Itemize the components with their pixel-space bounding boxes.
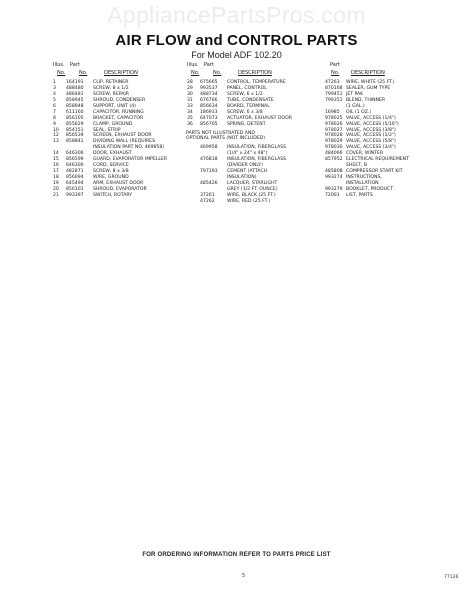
part-number: 47262 [200,198,215,204]
part-description: CLIP, RETAINER [93,80,129,85]
part-description: WIRE, WHITE (25 FT.) [346,80,395,85]
illus-number: 21 [53,192,59,198]
illus-number: 19 [53,180,59,186]
part-number: 485808 [325,169,343,175]
part-number: 856105 [66,115,84,121]
part-number: 856101 [66,186,84,192]
part-number: 978026 [325,121,343,127]
part-no-header: No. [331,70,340,76]
part-number: 978028 [325,133,343,139]
illus-number: 30 [187,91,193,97]
note-line: PARTS NOT ILLUSTRATED AND [186,130,255,136]
part-description: BOOKLET, PRODUCT [346,186,393,192]
part-number: 645494 [66,180,84,186]
part-description: JET PAK [346,91,364,97]
part-description: ARM, EXHAUST DOOR [93,180,144,186]
part-description: SCREW, 6 x 1/2 [227,91,263,97]
part-number: 856539 [66,133,84,139]
part-description: WIRE, BLACK (25 FT.) [227,192,276,198]
part-description: PANEL, CONTROL [227,85,267,91]
part-number: 676766 [200,97,218,103]
illus-number: 4 [53,91,56,97]
part-description: BRACKET, CAPACITOR [93,115,144,121]
illus-number: 18 [53,175,59,180]
page-number: 5 [242,573,246,579]
illus-number: 33 [187,103,193,109]
part-description: (DIVIDER ONLY) [227,163,263,169]
part-number: 72001 [325,192,340,198]
part-description: SCREW, 6 x 3/8 [227,109,263,115]
illus-number: 9 [53,121,56,127]
illus-number: 12 [53,133,59,139]
part-number: 856599 [66,157,84,163]
illus-number: 29 [187,85,193,91]
table-row [186,199,316,205]
illus-number: 31 [187,97,193,103]
part-number: 469958 [200,145,218,151]
part-number: 855629 [66,121,84,127]
illus-number: 13 [53,139,59,145]
part-number: 978029 [325,139,343,145]
part-number: 485426 [200,181,218,187]
table-row [325,193,455,199]
part-description: DIVIDING WALL (REQUIRES [93,139,155,145]
part-label: Part [330,62,340,68]
illus-number: 17 [53,169,59,175]
illus-number: 28 [187,80,193,85]
part-description: INSULATION) [227,175,257,181]
part-number: 993274 [325,175,343,180]
part-description: SHEET, B [346,163,368,169]
illus-number: 36 [187,121,193,127]
illus-number: 1 [53,80,56,85]
part-number: 611160 [66,109,84,115]
part-description: VALVE, ACCESS (5/16") [346,121,399,127]
note-line: OPTIONAL PARTS (NOT INCLUDED) [186,136,265,142]
part-number: 488480 [66,85,84,91]
illus-number: 7 [53,109,56,115]
part-description: (1 GAL.) [346,103,365,109]
part-description: (1/4" x 24" x 48") [227,151,268,157]
illus-number: 6 [53,103,56,109]
part-description: COVER, WINTER [346,151,384,157]
illus-no-header: No. [57,70,66,76]
part-description: BOARD, TERMINAL [227,103,270,109]
illus-label: Illus. [53,62,65,68]
part-number: 646306 [66,151,84,157]
part-number: 164191 [66,80,84,85]
parts-list-not-illustrated [186,145,316,204]
part-description: GREY (1/2 FT. OUNCE) [227,186,278,192]
part-description: SEAL, STRIP [93,127,121,133]
part-description: SCREW, 8 x 3/8 [93,169,129,175]
part-number: 857952 [325,157,343,163]
part-description: WIRE, GROUND [93,175,129,180]
part-number: 647073 [200,115,218,121]
table-row [52,193,182,199]
illus-number: 16 [53,163,59,169]
part-description: DOOR, EXHAUST [93,151,132,157]
page-subtitle: For Model ADF 102.20 [191,50,282,60]
part-number: 870168 [325,85,343,91]
part-number: 186913 [200,109,218,115]
part-description: WIRE, RED (25 FT.) [227,198,271,204]
part-number: 484066 [325,151,343,157]
part-number: 646300 [66,163,84,169]
part-description: SHROUD, CONDENSER [93,97,146,103]
part-number: 47263 [325,80,340,85]
part-number: 978030 [325,145,343,151]
part-description: INSTALLATION [346,180,379,186]
part-description: GUARD, EVAPORATOR IMPELLER [93,157,168,163]
part-description: CEMENT (ATTACH [227,169,268,175]
description-header: DESCRIPTION [104,70,138,76]
part-number: 16985 [325,109,340,115]
part-description: SCREW, REPAIR [93,91,129,97]
part-description: LACQUER, STARLIGHT [227,181,278,187]
part-description: INSULATION, FIBERGLASS [227,157,287,163]
parts-column-1 [52,60,182,199]
part-number: 858841 [66,139,84,145]
part-description: SWITCH, ROTARY [93,192,133,198]
part-number: 799351 [325,97,343,103]
column-header [52,60,182,80]
part-number: 799451 [325,91,343,97]
illus-number: 8 [53,115,56,121]
part-number: 854151 [66,127,84,133]
part-no-header: No. [79,70,88,76]
part-description: SCREEN, EXHAUST DOOR [93,133,152,139]
part-number: 486481 [66,91,84,97]
part-description: SCREW, 8 x 1/2 [93,85,129,91]
illus-number: 34 [187,109,193,115]
part-description: SPRING, DETENT [227,121,266,127]
part-description: ACTUATOR, EXHAUST DOOR [227,115,292,121]
part-description: COMPRESSOR START KIT [346,169,403,175]
document-code: 77126 [444,575,459,580]
part-description: SEALER, GUM TYPE [346,85,391,91]
ordering-footer: FOR ORDERING INFORMATION REFER TO PARTS PRICE LIST [142,552,331,558]
part-number: 993397 [66,192,84,198]
watermark: AppliancePartsPros.com [107,2,366,28]
illus-number: 35 [187,115,193,121]
part-number: 675665 [200,80,218,85]
part-description: ELECTRICAL REQUIREMENT [346,157,409,163]
illus-number: 10 [53,127,59,133]
illus-label: Illus. [187,62,199,68]
description-header: DESCRIPTION [351,70,385,76]
parts-column-3 [325,60,455,199]
part-number: 482871 [66,169,84,175]
column-header [325,60,455,80]
part-number: 858945 [66,97,84,103]
part-description: SHROUD, EVAPORATOR [93,186,147,192]
parts-column-2 [186,60,316,205]
part-number: 858948 [66,103,84,109]
table-row [186,122,316,128]
part-number: 978025 [325,115,343,121]
part-number: 856765 [200,121,218,127]
part-number: 488734 [200,91,218,97]
part-description: CLAMP, GROUND [93,121,133,127]
part-number: 476818 [200,157,218,163]
part-number: 37261 [200,192,215,198]
illus-number: 20 [53,186,59,192]
part-number: 978027 [325,127,343,133]
illus-no-header: No. [191,70,200,76]
part-description: OIL (1 OZ.) [346,109,372,115]
part-number: 993279 [325,186,343,192]
part-description: BLEND, THINNER [346,97,386,103]
part-label: Part [204,62,214,68]
part-description: CAPACITOR, RUNNING [93,109,144,115]
part-number: 856094 [66,175,84,180]
part-description: INSTRUCTIONS, [346,175,382,180]
page-title: AIR FLOW and CONTROL PARTS [115,32,358,49]
part-description: CONTROL, TEMPERATURE [227,80,286,85]
illus-number: 5 [53,97,56,103]
part-number: 856634 [200,103,218,109]
illus-number: 14 [53,151,59,157]
parts-list [52,80,182,199]
part-label: Part [70,62,80,68]
part-description: VALVE, ACCESS (3/8") [346,127,396,133]
illus-number: 15 [53,157,59,163]
column-header [186,60,316,80]
part-description: CORD, SERVICE [93,163,129,169]
part-description: VALVE, ACCESS (3/4") [346,145,396,151]
part-description: SUPPORT, UNIT (4) [93,103,136,109]
part-description: VALVE, ACCESS (5/8") [346,139,396,145]
part-description: INSULATION PART NO. 469958) [93,145,165,151]
part-description: VALVE, ACCESS (1/2") [346,133,396,139]
part-no-header: No. [213,70,222,76]
description-header: DESCRIPTION [238,70,272,76]
part-description: VALVE, ACCESS (1/4") [346,115,396,121]
illus-number: 3 [53,85,56,91]
part-description: TUBE, CONDENSATE [227,97,274,103]
part-number: 993537 [200,85,218,91]
parts-list [325,80,455,199]
part-description: LIST, PARTS [346,192,373,198]
parts-list [186,80,316,128]
part-description: INSULATION, FIBERGLASS [227,145,287,151]
part-number: 797193 [200,169,218,175]
